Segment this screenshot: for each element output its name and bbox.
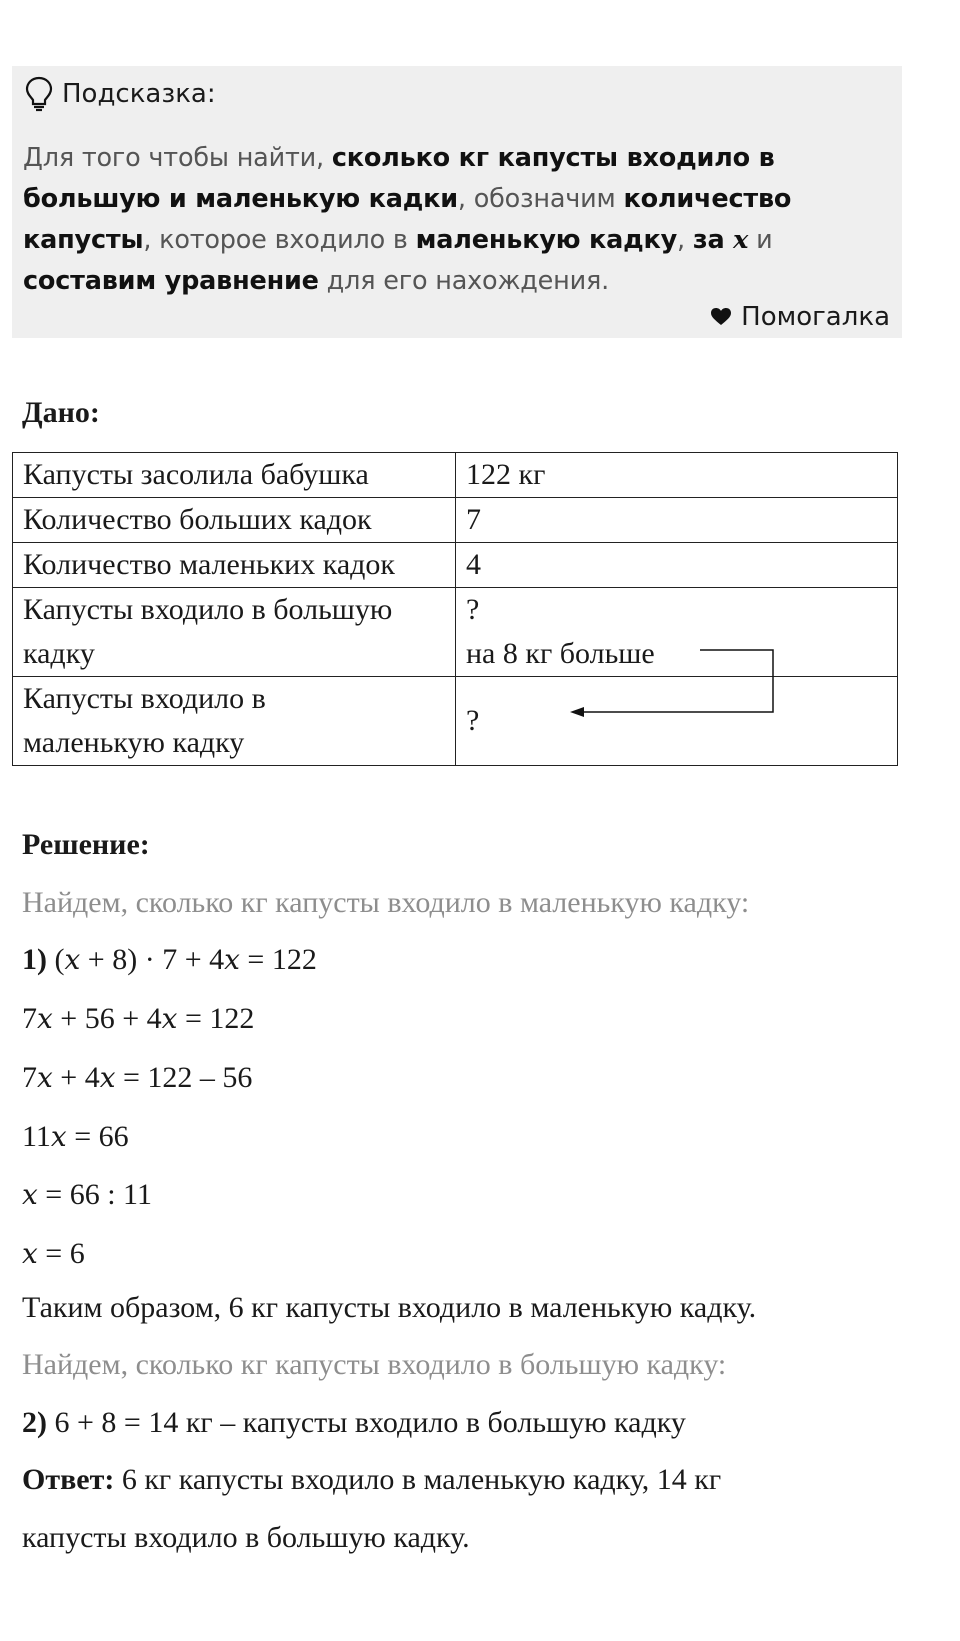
table-cell-value: 7 [456, 498, 898, 543]
hint-emphasis: за [692, 225, 734, 255]
table-cell-label [13, 677, 456, 766]
hint-box [12, 66, 902, 338]
answer-line [22, 1463, 721, 1497]
table-cell-value: 4 [456, 543, 898, 588]
equation-variable: x [161, 1002, 178, 1035]
equation-line [22, 1178, 152, 1212]
equation-part: 7 [22, 1002, 37, 1035]
hint-title: Подсказка: [62, 79, 216, 109]
hint-text [23, 138, 895, 302]
hint-text-part: , которое входило в [143, 225, 416, 255]
equation-part: = 6 [37, 1237, 85, 1270]
table-row [13, 498, 898, 543]
table-cell-label: Капусты засолила бабушка [13, 453, 456, 498]
equation-part: + 8) · 7 + 4 [80, 943, 225, 976]
hint-header [24, 74, 216, 114]
hint-emphasis: сколько кг капусты входило в большую и маленькую кадки [23, 143, 775, 214]
equation-variable: x [50, 1120, 67, 1153]
equation-variable: x [37, 1061, 53, 1094]
table-cell-line: ? [466, 593, 480, 626]
answer-line: капусты входило в большую кадку. [22, 1521, 470, 1554]
table-cell-line: на 8 кг больше [466, 637, 655, 670]
hint-text-part: Для того чтобы найти, [23, 143, 332, 173]
solution-title: Решение: [22, 828, 150, 861]
hint-text-part: , [677, 225, 693, 255]
equation-line [22, 1237, 85, 1271]
table-cell-value: ? [456, 677, 898, 766]
equation-part: 6 + 8 = 14 кг – капусты входило в большую кадку [47, 1406, 686, 1439]
equation-variable: x [22, 1178, 38, 1211]
hint-text-part: для его нахождения. [318, 266, 610, 296]
answer-text: 6 кг капусты входило в маленькую кадку, 14 кг [114, 1463, 722, 1496]
equation-part: = 122 – 56 [115, 1061, 253, 1094]
equation-part: = 122 [239, 943, 317, 976]
table-cell-line: Капусты входило в [23, 682, 266, 715]
lightbulb-icon [24, 76, 54, 112]
equation-part: 7 [22, 1061, 37, 1094]
equation-variable: x [64, 943, 81, 976]
step-hint: Найдем, сколько кг капусты входило в маленькую кадку: [22, 886, 750, 919]
table-cell-value: 122 кг [456, 453, 898, 498]
table-row [13, 453, 898, 498]
equation-variable: x [224, 943, 240, 976]
hint-emphasis: составим уравнение [23, 266, 319, 296]
hint-text-part: и [748, 225, 773, 255]
given-title: Дано: [22, 396, 100, 429]
table-cell-label [13, 588, 456, 677]
step-number: 2) [22, 1406, 47, 1439]
equation-part: = 122 [177, 1002, 255, 1035]
equation-line [22, 1120, 129, 1154]
relation-arrow [560, 640, 790, 730]
table-row [13, 543, 898, 588]
brand-link[interactable] [711, 300, 890, 334]
table-cell-line: кадку [23, 637, 95, 670]
equation-line [22, 1406, 686, 1440]
step-number: 1) [22, 943, 47, 976]
equation-variable: x [22, 1237, 38, 1270]
equation-part: = 66 : 11 [37, 1178, 152, 1211]
table-cell-label: Количество больших кадок [13, 498, 456, 543]
hint-text-part: , обозначим [457, 184, 624, 214]
hint-emphasis: количество капусты [23, 184, 792, 255]
conclusion-text: Таким образом, 6 кг капусты входило в маленькую кадку. [22, 1291, 757, 1324]
heart-icon [711, 308, 731, 326]
equation-variable: x [99, 1061, 116, 1094]
equation-part: 11 [22, 1120, 51, 1153]
hint-variable: x [733, 225, 749, 255]
equation-part: + 4 [52, 1061, 100, 1094]
equation-variable: x [37, 1002, 53, 1035]
table-cell-line: Капусты входило в большую [23, 593, 393, 626]
answer-label: Ответ: [22, 1463, 115, 1496]
table-cell-line: маленькую кадку [23, 726, 245, 759]
equation-part: = 66 [66, 1120, 129, 1153]
equation-part: ( [47, 943, 65, 976]
equation-line [22, 943, 317, 977]
equation-part: + 56 + 4 [52, 1002, 162, 1035]
hint-emphasis: маленькую кадку [415, 225, 678, 255]
step-hint: Найдем, сколько кг капусты входило в большую кадку: [22, 1348, 727, 1381]
equation-line [22, 1002, 254, 1036]
table-cell-label: Количество маленьких кадок [13, 543, 456, 588]
equation-line [22, 1061, 252, 1095]
brand-label: Помогалка [741, 302, 890, 332]
